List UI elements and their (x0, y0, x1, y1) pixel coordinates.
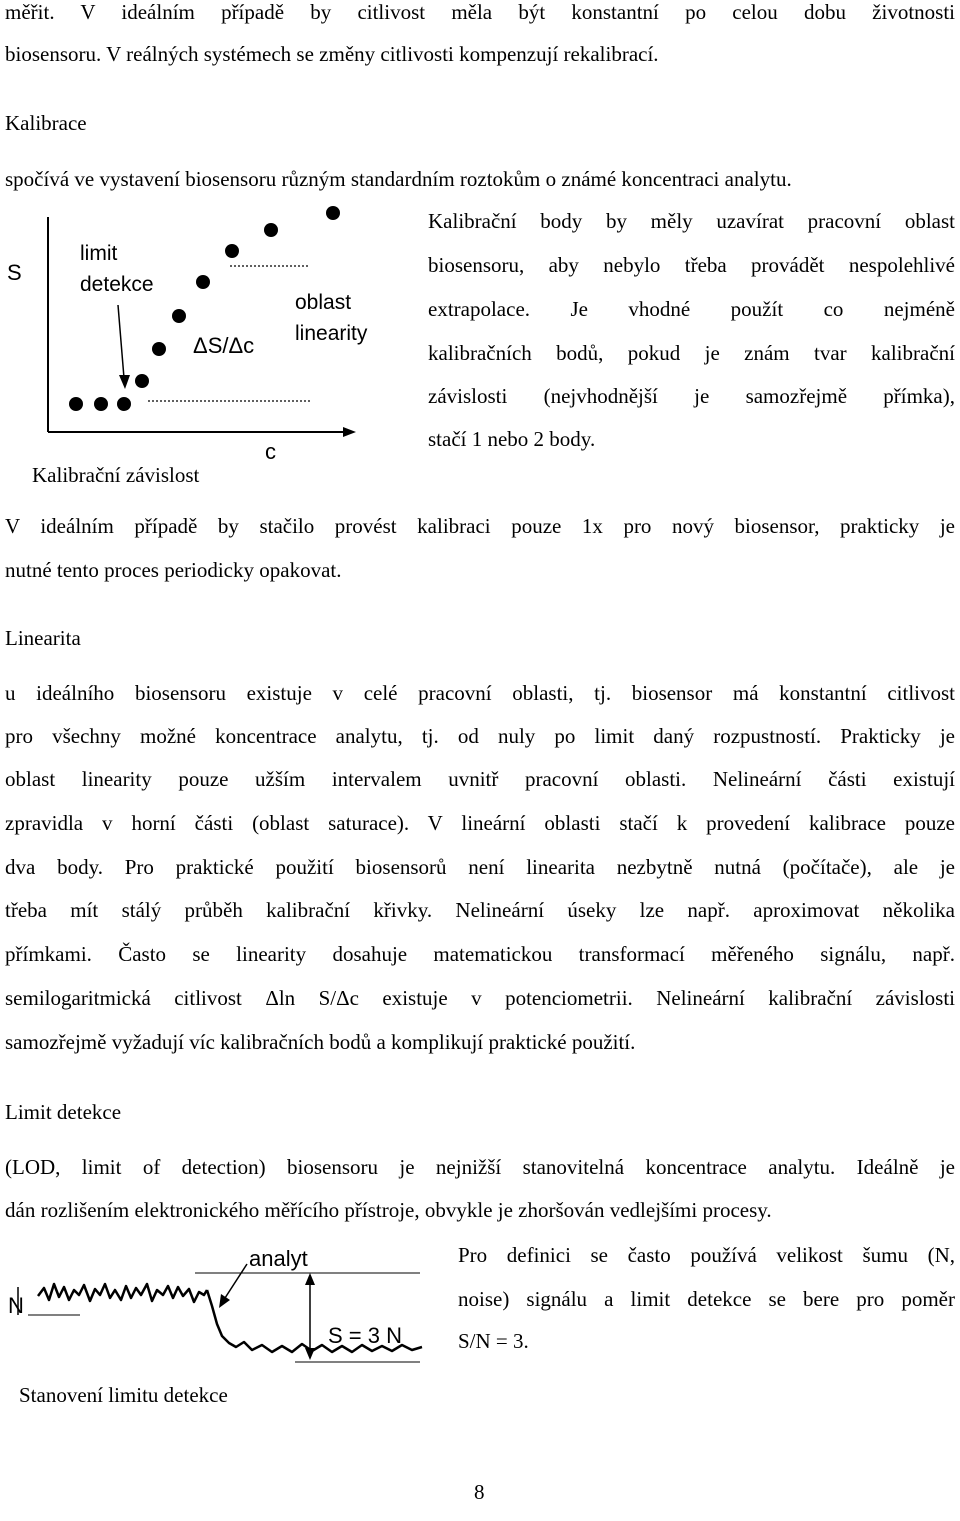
calibration-point (225, 244, 239, 258)
kalibrace-side-1: Kalibrační body by měly uzavírat pracovní oblast (428, 209, 955, 233)
linear-label-2: linearity (295, 322, 368, 345)
analyte-arrow-head (219, 1294, 230, 1308)
analyte-label: analyt (249, 1246, 308, 1271)
lod-arrow-head (119, 375, 130, 389)
slope-label: ΔS/Δc (193, 333, 255, 358)
calibration-point (152, 342, 166, 356)
calibration-point (196, 275, 210, 289)
linearita-line-2: pro všechny možné koncentrace analytu, tj. od nuly po limit daný rozpustností. Prakticky je (5, 724, 955, 748)
kalibrace-lead: spočívá ve vystavení biosensoru různým standardním roztokům o známé koncentraci analytu. (5, 167, 792, 191)
kalibrace-side-6: stačí 1 nebo 2 body. (428, 427, 596, 451)
calibration-caption: Kalibrační závislost (32, 463, 200, 487)
noise-label: N (8, 1293, 24, 1318)
sn-label: S = 3 N (328, 1323, 402, 1348)
limit-line-1: (LOD, limit of detection) biosensoru je nejnižší stanovitelná koncentrace analytu. Ideálně je (5, 1155, 955, 1179)
calibration-point (172, 309, 186, 323)
limit-line-2: dán rozlišením elektronického měřícího přístroje, obvykle je zhoršován vedlejšími procesy. (5, 1198, 772, 1222)
limit-heading: Limit detekce (5, 1100, 122, 1124)
linearita-line-5: dva body. Pro praktické použití biosensorů není linearita nezbytně nutná (počítače), ale je (5, 855, 955, 879)
linearita-heading: Linearita (5, 626, 81, 650)
axis-y-label: S (7, 260, 22, 285)
axis-x-label: c (265, 439, 276, 464)
kalibrace-heading: Kalibrace (5, 111, 87, 135)
calibration-point (326, 206, 340, 220)
kalibrace-side-4: kalibračních bodů, pokud je znám tvar kalibrační (428, 341, 955, 365)
calibration-figure (0, 195, 400, 495)
x-axis-arrow (343, 427, 356, 437)
calibration-point (94, 397, 108, 411)
linearita-line-7: přímkami. Často se linearity dosahuje matematickou transformací měřeného signálu, např. (5, 942, 955, 966)
noise-trace (38, 1284, 207, 1302)
analyte-arrow-line (225, 1264, 247, 1298)
linearita-line-8: semilogaritmická citlivost Δln S/Δc existuje v potenciometrii. Nelineární kalibrační závislosti (5, 986, 955, 1010)
linearita-line-6: třeba mít stálý průběh kalibrační křivky. Nelineární úseky lze např. aproximovat několika (5, 898, 955, 922)
kalibrace-side-5: závislosti (nejvhodnější je samozřejmě přímka), (428, 384, 955, 408)
kalibrace-side-3: extrapolace. Je vhodné použít co nejméně (428, 297, 955, 321)
calibration-point (117, 397, 131, 411)
limit-side-3: S/N = 3. (458, 1329, 529, 1353)
lod-caption: Stanovení limitu detekce (19, 1383, 228, 1407)
lod-arrow-line (118, 305, 124, 378)
intro-line-1: měřit. V ideálním případě by citlivost měla být konstantní po celou dobu životnosti (5, 0, 955, 24)
limit-side-1: Pro definici se často používá velikost šumu (N, (458, 1243, 955, 1267)
page-number: 8 (474, 1480, 485, 1504)
calibration-point (69, 397, 83, 411)
linear-label-1: oblast (295, 291, 352, 314)
lod-figure (0, 1240, 440, 1380)
linearita-line-3: oblast linearity pouze užším intervalem uvnitř pracovní oblasti. Nelineární části existují (5, 767, 955, 791)
intro-line-2: biosensoru. V reálných systémech se změny citlivosti kompenzují rekalibrací. (5, 42, 659, 66)
sn-arrow-head-bottom (305, 1348, 315, 1360)
lod-label-2: detekce (80, 273, 154, 296)
lod-label-1: limit (80, 242, 118, 265)
kalibrace-after-2: nutné tento proces periodicky opakovat. (5, 558, 342, 582)
linearita-line-1: u ideálního biosensoru existuje v celé pracovní oblasti, tj. biosensor má konstantní citlivost (5, 681, 955, 705)
calibration-point (264, 223, 278, 237)
linearita-line-9: samozřejmě vyžadují víc kalibračních bodů a komplikují praktické použití. (5, 1030, 636, 1054)
limit-side-2: noise) signálu a limit detekce se bere pro poměr (458, 1287, 955, 1311)
kalibrace-side-2: biosensoru, aby nebylo třeba provádět nespolehlivé (428, 253, 955, 277)
sn-arrow-head-top (305, 1273, 315, 1285)
linearita-line-4: zpravidla v horní části (oblast saturace). V lineární oblasti stačí k provedení kalibrace pouze (5, 811, 955, 835)
calibration-point (135, 374, 149, 388)
kalibrace-after-1: V ideálním případě by stačilo provést kalibraci pouze 1x pro nový biosensor, prakticky je (5, 514, 955, 538)
